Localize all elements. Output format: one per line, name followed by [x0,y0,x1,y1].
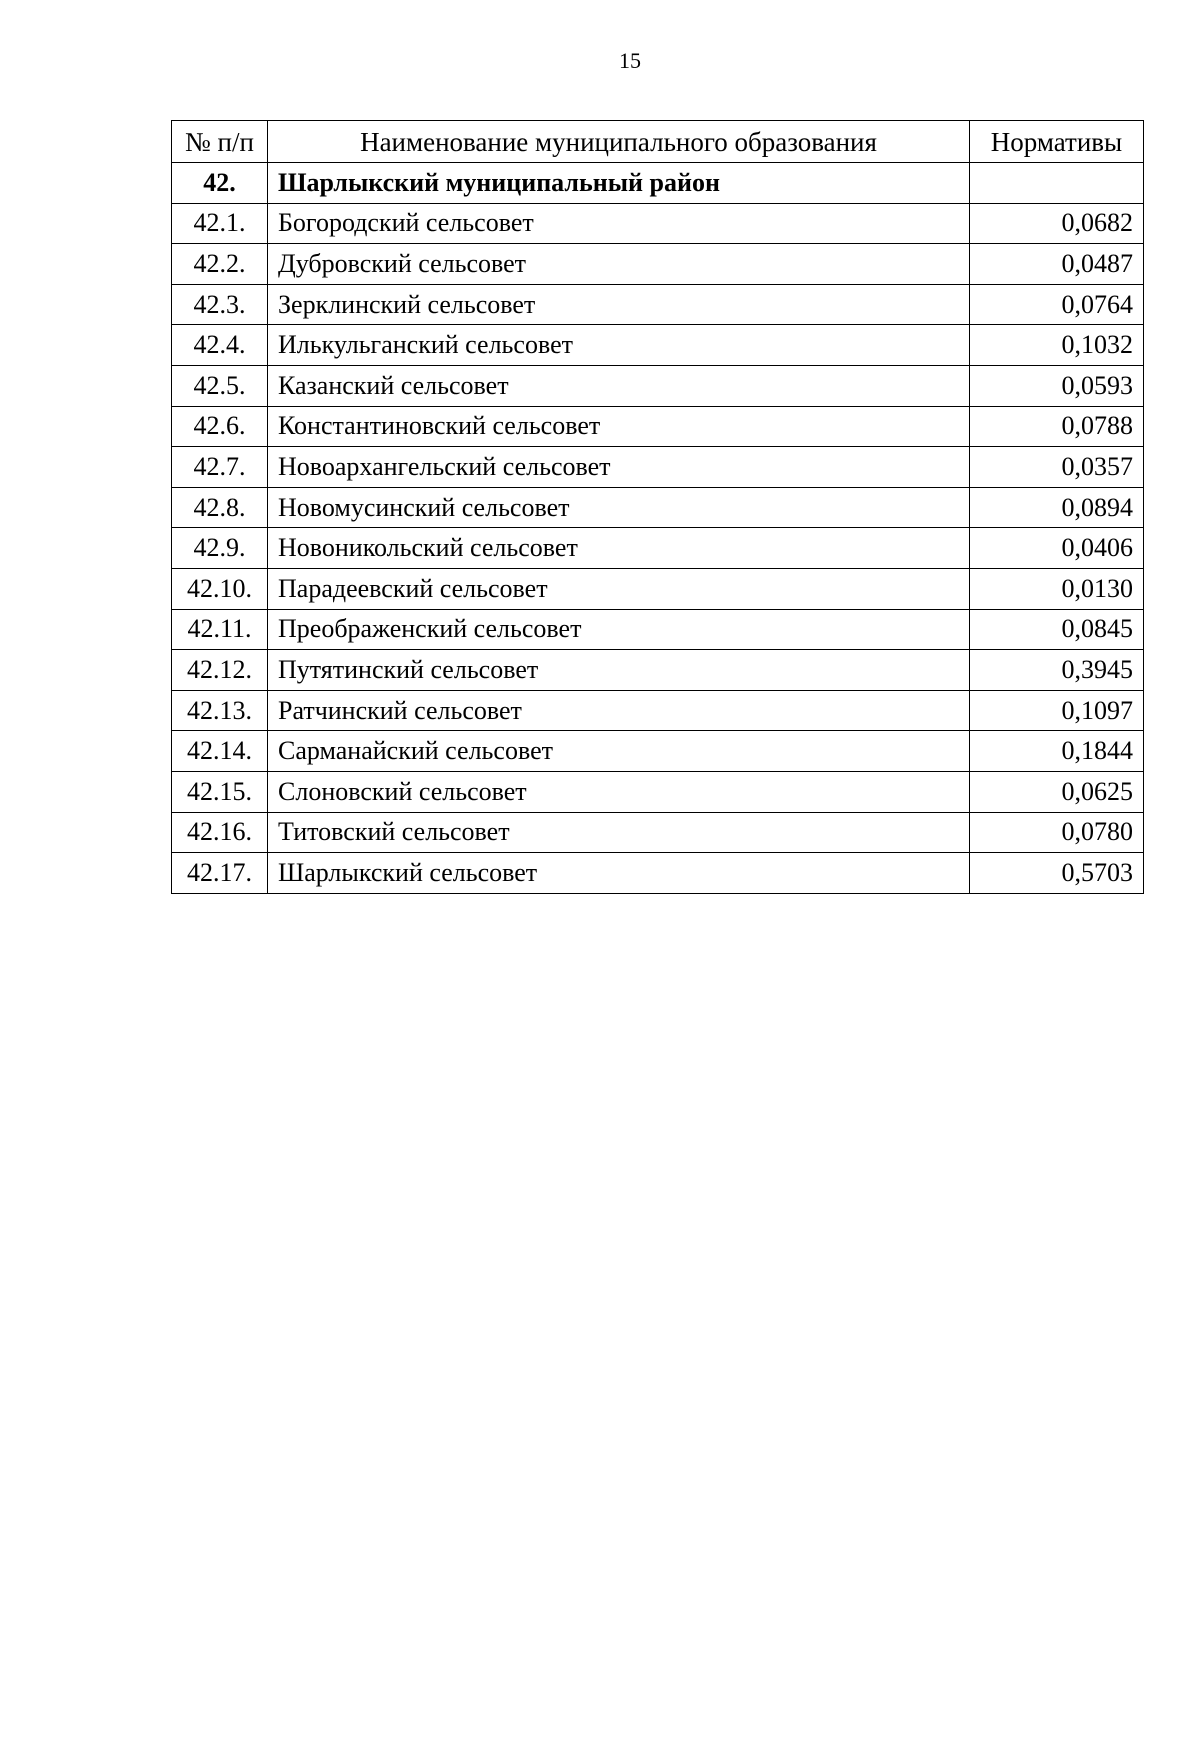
row-name: Богородский сельсовет [268,203,970,244]
row-value: 0,0780 [970,812,1144,853]
table-row [172,487,1144,528]
row-value: 0,0845 [970,609,1144,650]
row-num: 42.11. [172,609,268,650]
table-body [172,163,1144,894]
row-value: 0,0593 [970,365,1144,406]
row-name: Парадеевский сельсовет [268,568,970,609]
table-row [172,365,1144,406]
row-value: 0,0894 [970,487,1144,528]
row-num: 42.6. [172,406,268,447]
district-row [172,163,1144,204]
row-num: 42.8. [172,487,268,528]
table-row [172,609,1144,650]
header-num: № п/п [172,121,268,163]
row-value: 0,0130 [970,568,1144,609]
table-row [172,690,1144,731]
row-name: Ратчинский сельсовет [268,690,970,731]
district-name: Шарлыкский муниципальный район [268,163,970,204]
page-number: 15 [619,48,641,73]
table-row [172,771,1144,812]
row-name: Сарманайский сельсовет [268,731,970,772]
row-name: Дубровский сельсовет [268,244,970,285]
table-row [172,284,1144,325]
row-name: Казанский сельсовет [268,365,970,406]
row-value: 0,1097 [970,690,1144,731]
table-row [172,568,1144,609]
table-row [172,203,1144,244]
row-name: Новомусинский сельсовет [268,487,970,528]
row-num: 42.10. [172,568,268,609]
table-header-row [172,121,1144,163]
row-num: 42.15. [172,771,268,812]
row-num: 42.7. [172,447,268,488]
row-num: 42.2. [172,244,268,285]
row-value: 0,0788 [970,406,1144,447]
row-name: Шарлыкский сельсовет [268,853,970,894]
row-name: Новоникольский сельсовет [268,528,970,569]
row-num: 42.17. [172,853,268,894]
row-value: 0,1032 [970,325,1144,366]
row-value: 0,0357 [970,447,1144,488]
row-value: 0,0487 [970,244,1144,285]
row-num: 42.13. [172,690,268,731]
row-num: 42.9. [172,528,268,569]
table-row [172,447,1144,488]
row-num: 42.3. [172,284,268,325]
row-name: Слоновский сельсовет [268,771,970,812]
row-name: Путятинский сельсовет [268,650,970,691]
table-row [172,812,1144,853]
row-name: Преображенский сельсовет [268,609,970,650]
header-value: Нормативы [970,121,1144,163]
district-num: 42. [172,163,268,204]
row-value: 0,1844 [970,731,1144,772]
row-value: 0,0682 [970,203,1144,244]
table-row [172,528,1144,569]
row-num: 42.16. [172,812,268,853]
table-row [172,406,1144,447]
norms-table [171,120,1144,894]
table-row [172,853,1144,894]
row-name: Титовский сельсовет [268,812,970,853]
row-num: 42.1. [172,203,268,244]
row-value: 0,0406 [970,528,1144,569]
row-num: 42.14. [172,731,268,772]
row-num: 42.5. [172,365,268,406]
row-value: 0,3945 [970,650,1144,691]
row-value: 0,0764 [970,284,1144,325]
row-name: Илькульганский сельсовет [268,325,970,366]
table-row [172,325,1144,366]
table-row [172,650,1144,691]
row-num: 42.4. [172,325,268,366]
table-row [172,244,1144,285]
header-name: Наименование муниципального образования [268,121,970,163]
table-row [172,731,1144,772]
row-name: Новоархангельский сельсовет [268,447,970,488]
row-value: 0,0625 [970,771,1144,812]
row-name: Зерклинский сельсовет [268,284,970,325]
row-value: 0,5703 [970,853,1144,894]
row-num: 42.12. [172,650,268,691]
row-name: Константиновский сельсовет [268,406,970,447]
district-value [970,163,1144,204]
